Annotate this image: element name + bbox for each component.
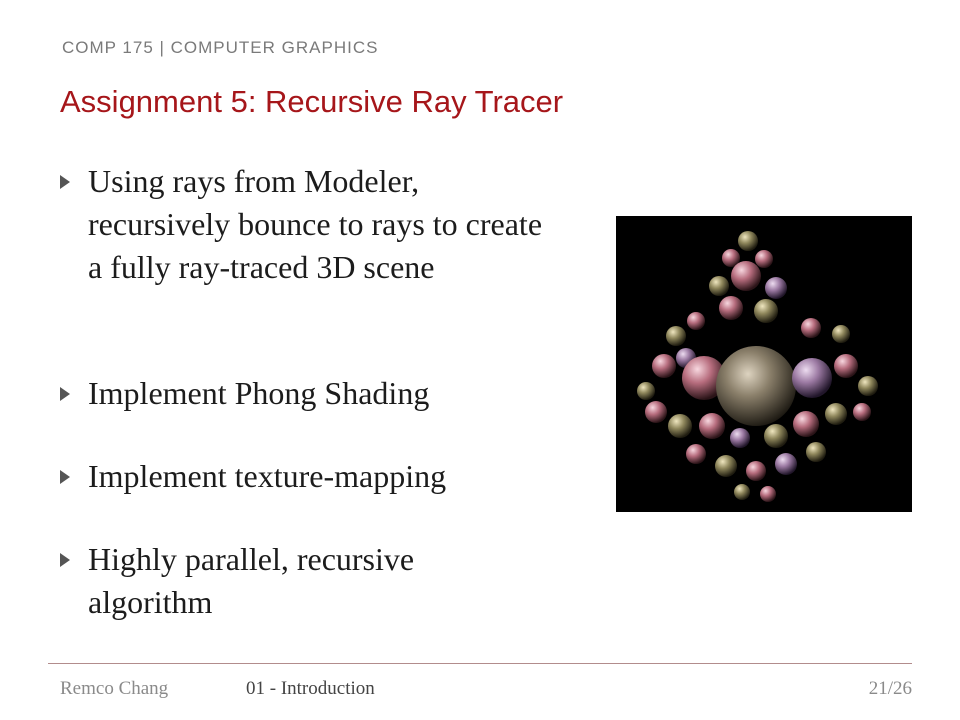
triangle-right-icon: [60, 175, 70, 189]
footer-page-number: 21/26: [868, 678, 912, 699]
triangle-right-icon: [60, 470, 70, 484]
bullet-text: Using rays from Modeler, recursively bounce to rays to create a fully ray-traced 3D scene: [88, 163, 543, 285]
bullet-text: Implement texture-mapping: [88, 458, 447, 494]
footer-divider: [48, 663, 912, 664]
slide-title: Assignment 5: Recursive Ray Tracer: [60, 84, 564, 119]
triangle-right-icon: [60, 387, 70, 401]
bullet-item: [58, 160, 558, 332]
footer-author: Remco Chang: [60, 678, 169, 699]
bullet-item: [58, 538, 558, 624]
course-header: COMP 175 | COMPUTER GRAPHICS: [62, 38, 379, 57]
bullet-item: [58, 372, 558, 415]
bullet-list: [58, 160, 558, 624]
ray-traced-scene-image: [616, 216, 912, 512]
bullet-item: [58, 455, 558, 498]
footer-section: 01 - Introduction: [246, 678, 375, 699]
triangle-right-icon: [60, 553, 70, 567]
bullet-text: Highly parallel, recursive algorithm: [88, 541, 415, 620]
bullet-text: Implement Phong Shading: [88, 375, 430, 411]
